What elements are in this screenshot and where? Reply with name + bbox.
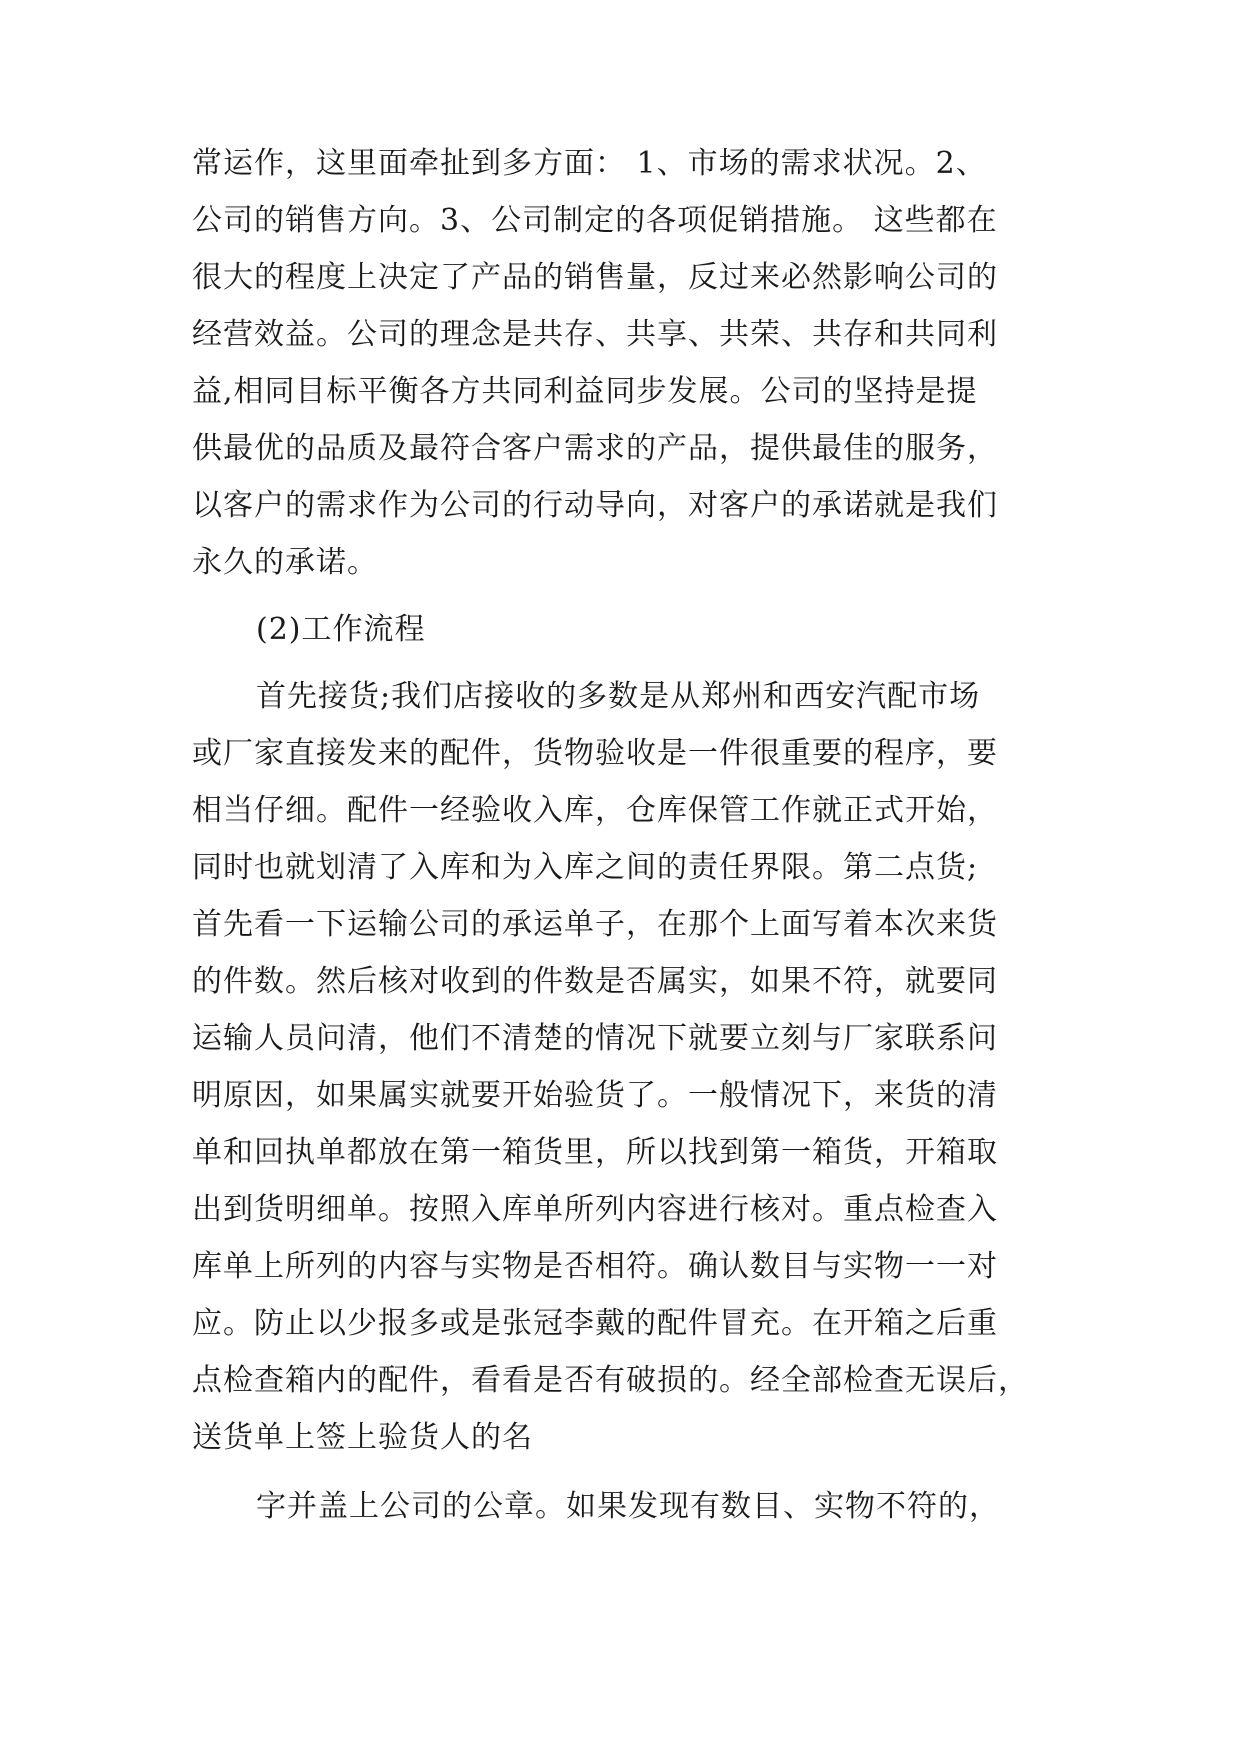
text-line: 益,相同目标平衡各方共同利益同步发展。公司的坚持是提 xyxy=(192,374,978,409)
text-line: 永久的承诺。 xyxy=(192,545,378,580)
text-line: 运输人员问清，他们不清楚的情况下就要立刻与厂家联系问 xyxy=(192,1021,998,1056)
text-line: 或厂家直接发来的配件，货物验收是一件很重要的程序，要 xyxy=(192,736,998,771)
text-line: 首先看一下运输公司的承运单子，在那个上面写着本次来货 xyxy=(192,907,998,942)
text-line: 相当仔细。配件一经验收入库，仓库保管工作就正式开始， xyxy=(192,793,998,828)
text-line: 出到货明细单。按照入库单所列内容进行核对。重点检查入 xyxy=(192,1192,998,1227)
text-line: 常运作，这里面牵扯到多方面： 1、市场的需求状况。2、 xyxy=(192,146,987,181)
text-line: 公司的销售方向。3、公司制定的各项促销措施。 这些都在 xyxy=(192,203,998,238)
text-line: 供最优的品质及最符合客户需求的产品，提供最佳的服务， xyxy=(192,431,998,466)
text-line: 送货单上签上验货人的名 xyxy=(192,1420,533,1455)
paragraph-start: 字并盖上公司的公章。如果发现有数目、实物不符的， xyxy=(256,1489,1000,1524)
text-line: 同时也就划清了入库和为入库之间的责任界限。第二点货; xyxy=(192,850,979,885)
text-line: 单和回执单都放在第一箱货里，所以找到第一箱货，开箱取 xyxy=(192,1135,998,1170)
section-heading: (2)工作流程 xyxy=(256,612,426,647)
text-line: 明原因，如果属实就要开始验货了。一般情况下，来货的清 xyxy=(192,1078,998,1113)
text-line: 库单上所列的内容与实物是否相符。确认数目与实物一一对 xyxy=(192,1249,998,1284)
text-line: 经营效益。公司的理念是共存、共享、共荣、共存和共同利 xyxy=(192,317,998,352)
text-line: 点检查箱内的配件，看看是否有破损的。经全部检查无误后， xyxy=(192,1363,1029,1398)
text-line: 的件数。然后核对收到的件数是否属实，如果不符，就要同 xyxy=(192,964,998,999)
text-line: 以客户的需求作为公司的行动导向，对客户的承诺就是我们 xyxy=(192,488,998,523)
paragraph-start: 首先接货;我们店接收的多数是从郑州和西安汽配市场 xyxy=(256,679,981,714)
text-line: 很大的程度上决定了产品的销售量，反过来必然影响公司的 xyxy=(192,260,998,295)
text-line: 应。防止以少报多或是张冠李戴的配件冒充。在开箱之后重 xyxy=(192,1306,998,1341)
